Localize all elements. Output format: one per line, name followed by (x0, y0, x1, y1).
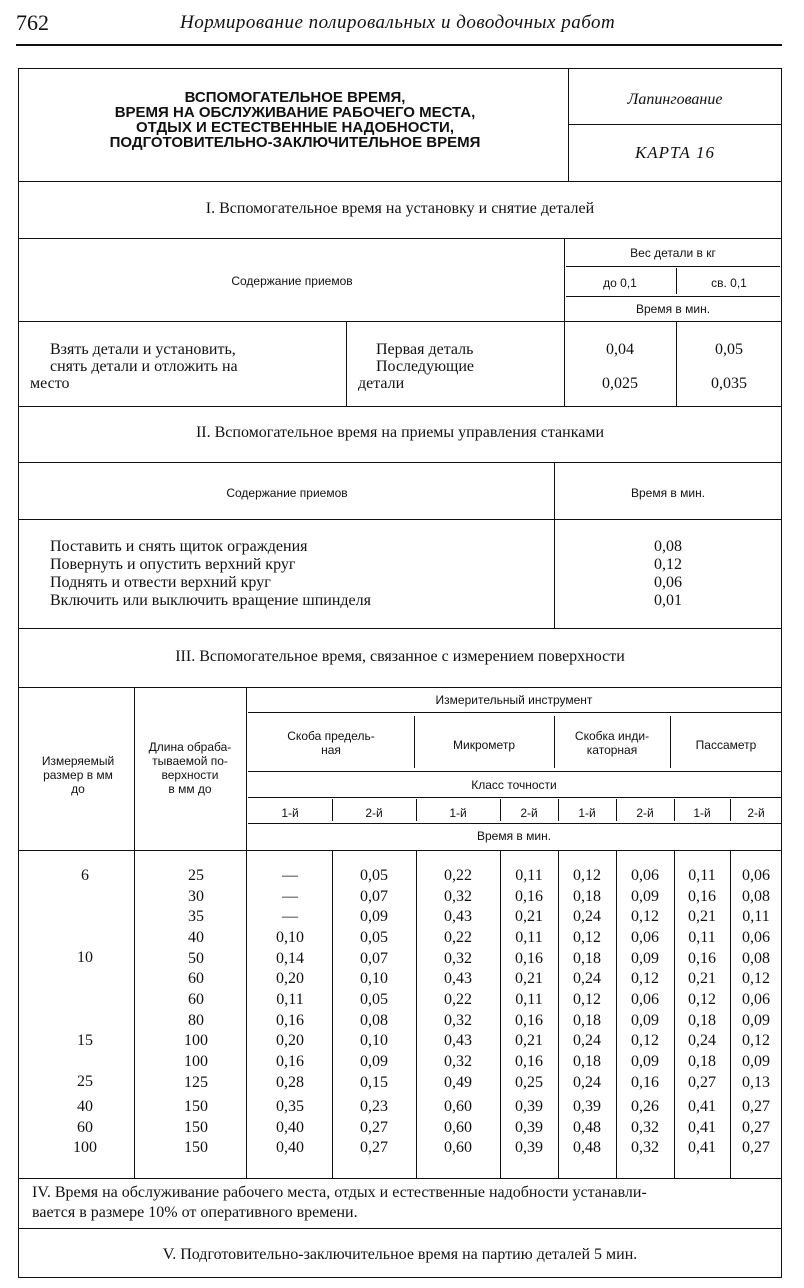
value-cell: 0,08 (742, 887, 770, 905)
value-cell: 0,32 (444, 1053, 472, 1070)
value-cell: 0,21 (515, 970, 543, 987)
value-column (616, 1097, 674, 1159)
value-cell: 0,11 (742, 908, 770, 925)
card-title-line: ВРЕМЯ НА ОБСЛУЖИВАНИЕ РАБОЧЕГО МЕСТА, (114, 104, 476, 121)
value-cell: 0,27 (688, 1073, 716, 1091)
value-cell: 0,49 (444, 1073, 472, 1091)
value-cell: 0,20 (276, 970, 304, 987)
weight-col-1: до 0,1 (603, 276, 637, 290)
value-cell: 0,11 (515, 867, 543, 884)
value-cell: 0,21 (688, 970, 716, 987)
value-cell: 0,16 (515, 887, 543, 905)
value-cell: 0,11 (515, 929, 543, 946)
value-column (500, 990, 558, 1052)
class-cell: 2-й (520, 806, 538, 820)
value-cell: 0,40 (276, 1118, 304, 1136)
value-column (674, 928, 730, 990)
divider (246, 850, 247, 1178)
time-header: Время в мин. (635, 302, 711, 316)
value-cell: 0,24 (573, 1032, 601, 1049)
size-value: 60 (77, 1118, 93, 1136)
value-cell: 0,12 (631, 1032, 659, 1049)
class-cell: 2-й (747, 806, 765, 820)
length-cell (150, 866, 242, 928)
length-cell (150, 928, 242, 990)
value-cell: 0,35 (276, 1098, 304, 1115)
divider (18, 1178, 782, 1179)
divider (18, 628, 782, 629)
instrument-micrometer: Микрометр (453, 738, 515, 752)
value-cell: 0,22 (444, 991, 472, 1008)
section1-action (30, 341, 238, 392)
section4-text (32, 1183, 772, 1223)
value-cell: 0,39 (573, 1098, 601, 1115)
length-value: 150 (184, 1139, 208, 1156)
class-cell: 1-й (693, 806, 711, 820)
value-cell: 0,05 (360, 929, 388, 946)
size-cell (40, 1031, 130, 1052)
value-cell: 0,08 (742, 949, 770, 967)
size-value: 100 (73, 1139, 97, 1156)
action-line: снять детали и отложить на (50, 358, 238, 375)
divider (332, 799, 333, 821)
value-cell: 0,28 (276, 1073, 304, 1091)
section2-title: II. Вспомогательное время на приемы управления станками (195, 424, 605, 441)
value-cell: 0,11 (688, 867, 716, 884)
value-cell: 0,10 (276, 929, 304, 946)
value-column (730, 866, 782, 928)
instrument-line: каторная (586, 743, 638, 757)
value-cell: 0,12 (631, 908, 659, 925)
length-value: 35 (188, 908, 204, 925)
action-line: Взять детали и установить, (50, 341, 236, 358)
page-number: 762 (16, 10, 49, 35)
size-header-line: до (71, 782, 85, 796)
section4-line: вается в размере 10% от оперативного времени. (32, 1204, 358, 1221)
value-column (558, 990, 616, 1052)
value-cell: 0,26 (631, 1098, 659, 1115)
instrument-line: ная (321, 743, 341, 757)
value-cell: 0,09 (360, 1053, 388, 1070)
section4-line: IV. Время на обслуживание рабочего места, отдых и естественные надобности устанавли- (32, 1184, 647, 1201)
value-cell: 0,16 (276, 1011, 304, 1029)
section1-content-header: Содержание приемов (231, 274, 353, 288)
section3-time-header: Время в мин. (476, 829, 552, 843)
value-cell: 0,32 (631, 1118, 659, 1136)
divider (248, 797, 782, 798)
size-cell (40, 1072, 130, 1093)
size-header-line: размер в мм (43, 768, 113, 782)
value-column (500, 866, 558, 928)
value-cell: 0,06 (631, 991, 659, 1008)
value-cell: 0,23 (360, 1098, 388, 1115)
divider (134, 850, 135, 1178)
value-cell: 0,025 (602, 375, 638, 392)
value-cell: 0,10 (360, 1032, 388, 1049)
value-cell: 0,16 (688, 949, 716, 967)
value-cell: 0,60 (444, 1098, 472, 1115)
first-detail-label: Первая деталь (376, 341, 474, 358)
divider (18, 181, 782, 182)
value-cell: 0,39 (515, 1118, 543, 1136)
value-cell: 0,39 (515, 1139, 543, 1156)
length-value: 150 (184, 1098, 208, 1115)
value-cell: 0,05 (360, 991, 388, 1008)
size-header-line: Измеряемый (41, 754, 115, 768)
value-cell: 0,12 (742, 970, 770, 987)
value-cell: 0,06 (742, 991, 770, 1008)
length-value: 50 (188, 949, 204, 967)
divider (18, 321, 782, 322)
card-title-line: ВСПОМОГАТЕЛЬНОЕ ВРЕМЯ, (184, 89, 406, 106)
length-cell (150, 990, 242, 1052)
instrument-caliper (248, 729, 414, 757)
class-cell: 1-й (281, 806, 299, 820)
card-title-line: ПОДГОТОВИТЕЛЬНО-ЗАКЛЮЧИТЕЛЬНОЕ ВРЕМЯ (109, 134, 481, 151)
value-cell: 0,14 (276, 949, 304, 967)
value-column (616, 866, 674, 928)
value-column (558, 866, 616, 928)
value-cell: 0,09 (631, 1011, 659, 1029)
instrument-line: Скоба предель- (287, 729, 375, 743)
value-cell: 0,27 (742, 1118, 770, 1136)
section5-title: V. Подготовительно-заключительное время на партию деталей 5 мин. (162, 1246, 638, 1263)
value-cell: 0,07 (360, 887, 388, 905)
class-cell: 2-й (636, 806, 654, 820)
value-column (248, 866, 332, 928)
value-column (416, 1052, 500, 1093)
value-cell: 0,21 (688, 908, 716, 925)
value-column (730, 928, 782, 990)
value-cell: 0,25 (515, 1073, 543, 1091)
value-cell: 0,05 (715, 341, 743, 358)
value-cell: 0,41 (688, 1118, 716, 1136)
divider (616, 799, 617, 821)
length-value: 100 (184, 1053, 208, 1070)
value-column (332, 990, 416, 1052)
value-cell: 0,27 (742, 1139, 770, 1156)
value-cell: 0,09 (742, 1011, 770, 1029)
value-cell: 0,18 (573, 1011, 601, 1029)
length-cell (150, 1052, 242, 1093)
value-cell: 0,27 (742, 1098, 770, 1115)
value-cell: 0,41 (688, 1098, 716, 1115)
size-header (22, 754, 134, 796)
divider (674, 799, 675, 821)
value-cell: 0,09 (631, 887, 659, 905)
length-value: 60 (188, 970, 204, 987)
value-cell: 0,24 (688, 1032, 716, 1049)
section2-actions (50, 538, 371, 610)
value-column (248, 928, 332, 990)
section2-time-header: Время в мин. (630, 486, 706, 500)
length-value: 30 (188, 887, 204, 905)
value-cell: 0,06 (654, 574, 682, 591)
value-column (674, 990, 730, 1052)
value-cell: 0,09 (631, 1053, 659, 1070)
value-cell: — (282, 887, 298, 905)
value-cell: 0,12 (688, 991, 716, 1008)
header-rule (16, 44, 782, 46)
value-cell: 0,18 (573, 1053, 601, 1070)
value-column (500, 1097, 558, 1159)
size-value: 25 (77, 1073, 93, 1090)
card-title-line: ОТДЫХ И ЕСТЕСТВЕННЫЕ НАДОБНОСТИ, (136, 119, 454, 136)
value-column (616, 990, 674, 1052)
value-cell: 0,08 (654, 538, 682, 555)
size-value: 40 (77, 1098, 93, 1115)
length-header-line: в мм до (168, 782, 212, 796)
instrument-header: Измерительный инструмент (435, 693, 593, 707)
next-detail-line: Последующие (376, 358, 475, 375)
length-value: 80 (188, 1011, 204, 1029)
value-cell: 0,48 (573, 1118, 601, 1136)
value-cell: 0,09 (742, 1053, 770, 1070)
instrument-indicator (554, 729, 670, 757)
value-cell: 0,32 (444, 1011, 472, 1029)
value-column (416, 1097, 500, 1159)
value-column (674, 1097, 730, 1159)
length-value: 150 (184, 1118, 208, 1136)
action-text: Включить или выключить вращение шпинделя (50, 592, 371, 609)
value-column (616, 928, 674, 990)
value-column (500, 1052, 558, 1093)
section2-values (554, 538, 782, 610)
weight-col-2: св. 0,1 (711, 276, 747, 290)
value-cell: 0,27 (360, 1118, 388, 1136)
value-cell: 0,06 (742, 867, 770, 884)
value-cell: 0,22 (444, 929, 472, 946)
length-value: 40 (188, 929, 204, 946)
divider (18, 687, 782, 688)
card-number: КАРТА 16 (634, 143, 716, 162)
operation-name: Лапингование (627, 91, 723, 108)
divider (18, 519, 782, 520)
divider (346, 321, 347, 406)
divider (248, 823, 782, 824)
value-cell: 0,12 (631, 970, 659, 987)
value-cell: 0,60 (444, 1139, 472, 1156)
value-cell: 0,16 (515, 1053, 543, 1070)
class-cell: 2-й (365, 806, 383, 820)
value-cell: 0,06 (631, 867, 659, 884)
divider (566, 296, 780, 297)
value-cell: 0,60 (444, 1118, 472, 1136)
value-column (674, 1052, 730, 1093)
value-cell: 0,06 (742, 929, 770, 946)
value-cell: — (282, 908, 298, 925)
value-column (416, 990, 500, 1052)
running-title: Нормирование полировальных и доводочных работ (180, 12, 616, 33)
value-cell: 0,05 (360, 867, 388, 884)
divider (558, 799, 559, 821)
divider (676, 321, 677, 406)
value-column (248, 990, 332, 1052)
value-cell: 0,18 (688, 1053, 716, 1070)
class-cell: 1-й (578, 806, 596, 820)
value-cell: 0,13 (742, 1073, 770, 1091)
value-column (332, 866, 416, 928)
action-line: место (30, 375, 70, 392)
value-column (616, 1052, 674, 1093)
value-cell: 0,10 (360, 970, 388, 987)
value-cell: 0,43 (444, 908, 472, 925)
value-cell: 0,09 (631, 949, 659, 967)
value-cell: 0,32 (444, 949, 472, 967)
value-cell: 0,16 (515, 949, 543, 967)
divider (500, 799, 501, 821)
value-cell: 0,12 (573, 991, 601, 1008)
value-column (500, 928, 558, 990)
value-cell: 0,48 (573, 1139, 601, 1156)
value-column (332, 1097, 416, 1159)
value-cell: 0,43 (444, 1032, 472, 1049)
value-column (248, 1097, 332, 1159)
value-column (332, 1052, 416, 1093)
value-cell: 0,24 (573, 1073, 601, 1091)
value-cell: 0,08 (360, 1011, 388, 1029)
next-detail-label (358, 358, 474, 392)
value-cell: 0,01 (654, 592, 682, 609)
value-column (674, 866, 730, 928)
value-cell: 0,40 (276, 1139, 304, 1156)
action-text: Поднять и отвести верхний круг (50, 574, 271, 591)
length-cell (150, 1097, 242, 1159)
value-cell: 0,18 (573, 949, 601, 967)
value-column (730, 990, 782, 1052)
size-value: 10 (77, 949, 93, 966)
card-title (40, 90, 550, 150)
weight-header: Вес детали в кг (630, 246, 716, 260)
action-text: Поставить и снять щиток ограждения (50, 538, 308, 555)
value-cell: 0,04 (606, 341, 634, 358)
value-cell: 0,39 (515, 1098, 543, 1115)
value-cell: 0,11 (276, 991, 304, 1008)
divider (566, 266, 780, 267)
value-cell: 0,11 (515, 991, 543, 1008)
section1-title: I. Вспомогательное время на установку и снятие деталей (205, 200, 595, 217)
value-cell: 0,24 (573, 970, 601, 987)
divider (416, 799, 417, 821)
value-cell: 0,12 (742, 1032, 770, 1049)
length-value: 25 (188, 867, 204, 884)
divider (18, 850, 782, 851)
value-column (248, 1052, 332, 1093)
value-cell: 0,24 (573, 908, 601, 925)
instrument-passameter: Пассаметр (695, 738, 757, 752)
length-header-line: Длина обраба- (148, 740, 232, 754)
divider (18, 406, 782, 407)
length-header-line: тываемой по- (152, 754, 228, 768)
size-cell (40, 948, 130, 969)
value-cell: 0,21 (515, 1032, 543, 1049)
value-cell: — (282, 867, 298, 884)
size-value: 6 (81, 867, 89, 884)
value-cell: 0,09 (360, 908, 388, 925)
value-cell: 0,43 (444, 970, 472, 987)
value-cell: 0,06 (631, 929, 659, 946)
value-column (416, 866, 500, 928)
value-cell: 0,41 (688, 1139, 716, 1156)
divider (248, 771, 782, 772)
value-cell: 0,22 (444, 867, 472, 884)
section3-title: III. Вспомогательное время, связанное с измерением поверхности (175, 648, 625, 665)
value-cell: 0,20 (276, 1032, 304, 1049)
value-cell: 0,12 (573, 867, 601, 884)
value-cell: 0,11 (688, 929, 716, 946)
value-cell: 0,16 (515, 1011, 543, 1029)
value-cell: 0,32 (631, 1139, 659, 1156)
value-cell: 0,32 (444, 887, 472, 905)
divider (18, 462, 782, 463)
value-cell: 0,16 (276, 1053, 304, 1070)
divider (730, 799, 731, 821)
length-header (134, 740, 246, 796)
value-cell: 0,12 (654, 556, 682, 573)
value-column (558, 928, 616, 990)
value-cell: 0,27 (360, 1139, 388, 1156)
divider (568, 124, 782, 125)
value-cell: 0,18 (688, 1011, 716, 1029)
value-cell: 0,18 (573, 887, 601, 905)
divider (246, 687, 247, 850)
length-value: 60 (188, 991, 204, 1008)
divider (248, 712, 782, 713)
value-column (730, 1052, 782, 1093)
value-cell: 0,035 (711, 375, 747, 392)
value-column (332, 928, 416, 990)
value-cell: 0,16 (631, 1073, 659, 1091)
divider (18, 238, 782, 239)
length-header-line: верхности (161, 768, 219, 782)
size-cell (40, 1097, 130, 1159)
action-text: Повернуть и опустить верхний круг (50, 556, 296, 573)
class-header: Класс точности (471, 778, 557, 792)
size-cell (40, 866, 130, 887)
section2-content-header: Содержание приемов (226, 486, 348, 500)
value-column (558, 1052, 616, 1093)
instrument-line: Скобка инди- (574, 729, 650, 743)
value-cell: 0,21 (515, 908, 543, 925)
value-column (730, 1097, 782, 1159)
next-detail-line: детали (358, 375, 405, 392)
value-cell: 0,07 (360, 949, 388, 967)
divider (18, 1228, 782, 1229)
class-cell: 1-й (449, 806, 467, 820)
value-cell: 0,16 (688, 887, 716, 905)
value-column (558, 1097, 616, 1159)
length-value: 100 (184, 1032, 208, 1049)
value-column (416, 928, 500, 990)
value-cell: 0,15 (360, 1073, 388, 1091)
length-value: 125 (184, 1073, 208, 1091)
size-value: 15 (77, 1032, 93, 1049)
value-cell: 0,12 (573, 929, 601, 946)
